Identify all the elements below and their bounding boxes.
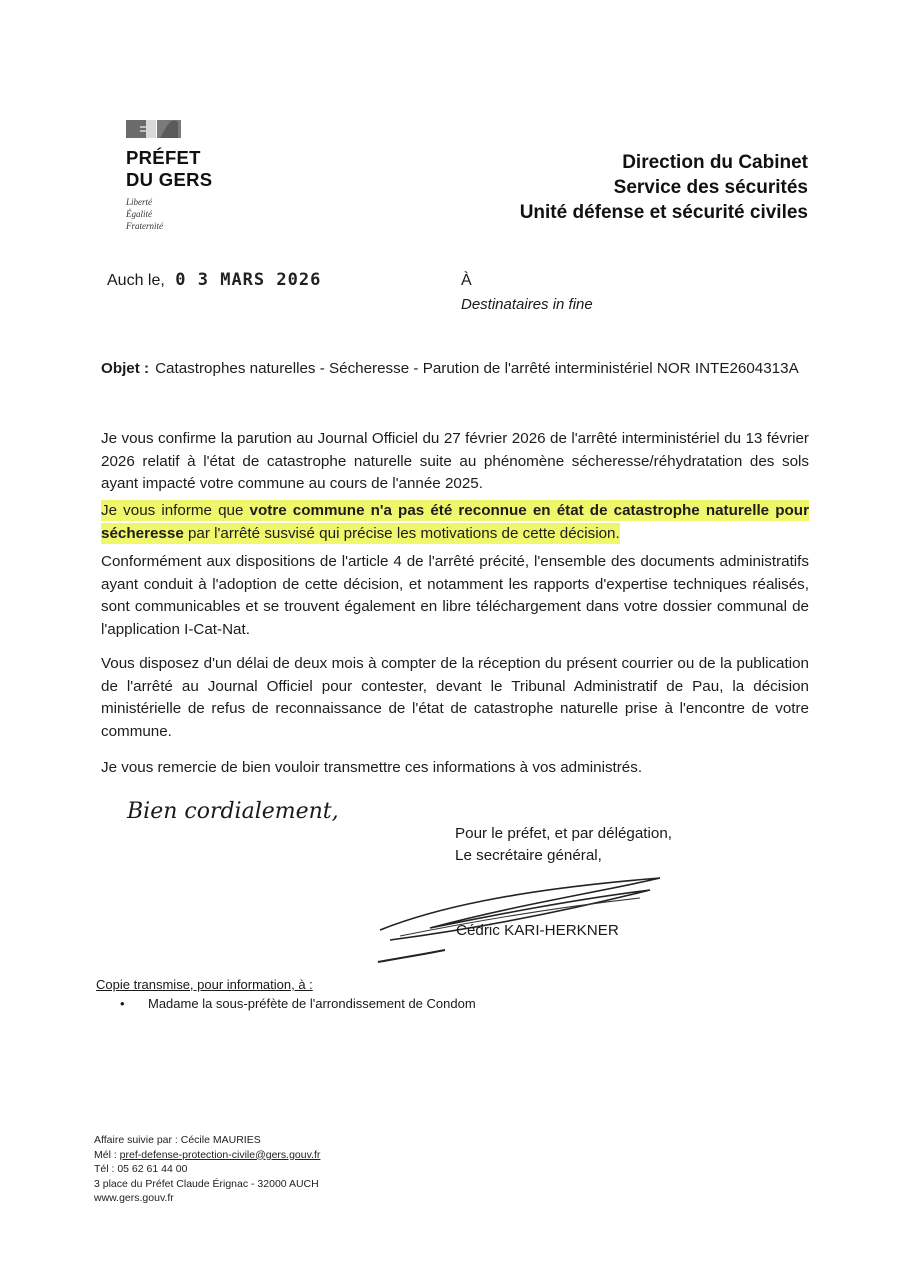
paragraph-appeal: Vous disposez d'un délai de deux mois à compter de la réception du présent courrier ou de la publication de l'arrêté au Journal Officiel pour contester, devant le Tribunal Administratif de Pau, la décision ministérielle de refus de reconnaissance de l'état de catastrophe naturelle prise à l'encontre de votre commune.	[101, 655, 809, 740]
signature-delegation: Pour le préfet, et par délégation,	[455, 825, 672, 842]
logo-motto-egalite: Égalité	[126, 209, 152, 219]
recipient-label: À	[461, 272, 472, 289]
signer-name: Cédric KARI-HERKNER	[456, 922, 619, 939]
header-direction: Direction du Cabinet	[622, 152, 808, 173]
closing-text: Bien cordialement,	[127, 799, 339, 824]
letter-object	[101, 358, 809, 381]
footer-mail-line	[94, 1148, 320, 1163]
footer-followed-by: Affaire suivie par : Cécile MAURIES	[94, 1134, 261, 1146]
logo-motto-fraternite: Fraternité	[126, 221, 163, 231]
copy-item	[120, 996, 476, 1011]
object-text: Catastrophes naturelles - Sécheresse - Parution de l'arrêté interministériel NOR INTE2604313A	[155, 360, 799, 377]
copy-recipient: Madame la sous-préfète de l'arrondissement de Condom	[148, 996, 476, 1011]
footer-phone: Tél : 05 62 61 44 00	[94, 1163, 188, 1175]
decision-bold: votre commune n'a pas été reconnue en état de catastrophe naturelle pour sécheresse	[101, 502, 809, 542]
handwritten-signature	[370, 870, 670, 970]
decision-intro: Je vous informe que	[101, 502, 250, 519]
signature-block	[455, 823, 672, 867]
paragraph-decision	[101, 500, 809, 545]
footer-mail-label: Mél :	[94, 1148, 120, 1161]
logo-motto-liberte: Liberté	[126, 197, 152, 207]
header-unit: Unité défense et sécurité civiles	[519, 202, 808, 223]
date-stamp: 0 3 MARS 2026	[175, 270, 322, 290]
footer-contact	[94, 1133, 320, 1206]
department-header	[520, 150, 808, 225]
date-line	[107, 270, 321, 290]
footer-address: 3 place du Préfet Claude Érignac - 32000 AUCH	[94, 1177, 319, 1190]
header-service: Service des sécurités	[613, 177, 808, 198]
date-prefix: Auch le,	[107, 272, 165, 289]
recipient-name: Destinataires in fine	[461, 296, 593, 313]
object-label: Objet :	[101, 360, 150, 377]
signature-title: Le secrétaire général,	[455, 847, 602, 864]
bullet-icon: •	[120, 996, 125, 1011]
footer-mail-link[interactable]: pref-defense-protection-civile@gers.gouv.fr	[119, 1148, 321, 1161]
highlighted-decision	[101, 500, 809, 544]
logo-title-line1: PRÉFET	[126, 147, 201, 168]
paragraph-documents: Conformément aux dispositions de l'article 4 de l'arrêté précité, l'ensemble des documents administratifs ayant conduit à l'adoption de cette décision, et notamment les rapports d'expertise techniques réalisés, sont communicables et se trouvent également en libre téléchargement dans votre dossier communal de l'application I-Cat-Nat.	[101, 553, 809, 638]
footer-website[interactable]: www.gers.gouv.fr	[94, 1192, 174, 1204]
logo-title-line2: DU GERS	[126, 169, 213, 190]
paragraph-publication: Je vous confirme la parution au Journal Officiel du 27 février 2026 de l'arrêté interministériel du 13 février 2026 relatif à l'état de catastrophe naturelle suite au phénomène sécheresse/réhydratation des sols ayant impacté votre commune au cours de l'année 2025.	[101, 430, 809, 492]
copy-title: Copie transmise, pour information, à :	[96, 977, 313, 992]
paragraph-thanks: Je vous remercie de bien vouloir transmettre ces informations à vos administrés.	[101, 759, 643, 776]
handwritten-closing	[125, 790, 365, 840]
decision-outro: par l'arrêté susvisé qui précise les motivations de cette décision.	[183, 524, 620, 542]
marianne-logo-icon	[126, 118, 181, 140]
prefecture-logo	[126, 118, 236, 238]
